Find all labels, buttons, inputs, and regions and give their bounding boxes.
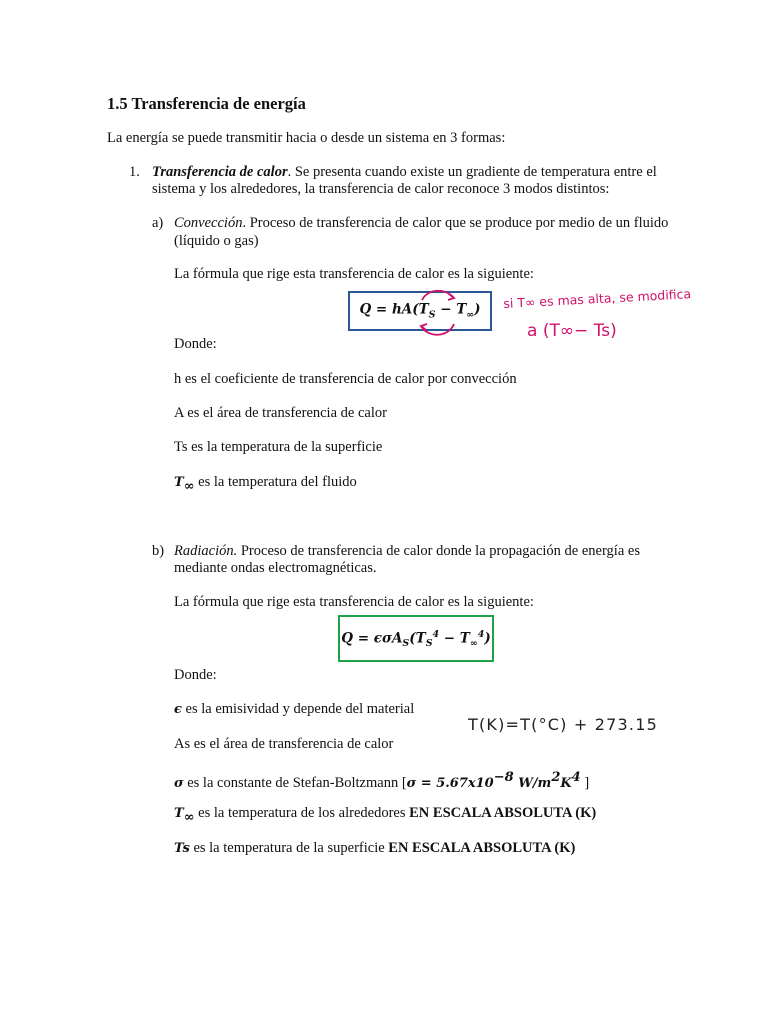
radiation-formula-box [338, 615, 494, 662]
radiation-def-eps: ϵ es la emisividad y depende del material [174, 701, 415, 717]
convection-donde: Donde: [174, 336, 217, 352]
radiation-formula-intro: La fórmula que rige esta transferencia de calor es la siguiente: [174, 594, 534, 610]
convection-def-tinf: $T_\infty$ es la temperatura del fluido [174, 474, 357, 494]
radiation-line2: mediante ondas electromagnéticas. [174, 560, 377, 576]
item1-term: Transferencia de calor [152, 164, 288, 180]
convection-formula: $Q = hA(T_S - T_\infty)$ [359, 301, 481, 321]
radiation-def-sigma: σ es la constante de Stefan-Boltzmann [$\sigma = 5.67x10^{-8}$ $W/m^2K^4$ ] [174, 770, 590, 791]
convection-line2: (líquido o gas) [174, 233, 259, 249]
item1-rest: . Se presenta cuando existe un gradiente de temperatura entre el [287, 164, 657, 180]
section-title: 1.5 Transferencia de energía [107, 94, 306, 113]
radiation-def-ts: Ts es la temperatura de la superficie EN ESCALA ABSOLUTA (K) [174, 840, 576, 856]
item1-line2: sistema y los alrededores, la transferencia de calor reconoce 3 modos distintos: [152, 181, 610, 197]
radiation-letter: b) [152, 543, 165, 559]
radiation-formula: $Q = \epsilon\sigma A_S(T_S^4 - T_\infty^4)$ [341, 628, 491, 649]
convection-def-a: A es el área de transferencia de calor [174, 405, 387, 421]
intro-text: La energía se puede transmitir hacia o desde un sistema en 3 formas: [107, 130, 506, 146]
convection-def-h: h es el coeficiente de transferencia de calor por convección [174, 371, 517, 387]
item1-line1 [152, 164, 657, 181]
convection-rest: . Proceso de transferencia de calor que se produce por medio de un fluido [242, 215, 669, 231]
radiation-line1 [174, 543, 640, 560]
convection-formula-intro: La fórmula que rige esta transferencia de calor es la siguiente: [174, 266, 534, 282]
convection-term: Convección [174, 215, 243, 231]
swap-arrows-icon [408, 284, 468, 342]
convection-annotation-line1: si T∞ es mas alta, se modifica [503, 286, 692, 311]
radiation-def-tinf: $T_\infty$ es la temperatura de los alrededores EN ESCALA ABSOLUTA (K) [174, 805, 597, 825]
convection-letter: a) [152, 215, 164, 231]
convection-line1 [174, 215, 668, 232]
radiation-term: Radiación. [174, 543, 238, 559]
kelvin-annotation: T(K)=T(°C) + 273.15 [468, 715, 658, 734]
convection-def-ts: Ts es la temperatura de la superficie [174, 439, 383, 455]
radiation-def-as: As es el área de transferencia de calor [174, 736, 394, 752]
convection-annotation-line2: a (T∞− Ts) [527, 321, 617, 341]
radiation-rest: Proceso de transferencia de calor donde la propagación de energía es [237, 543, 640, 559]
radiation-donde: Donde: [174, 667, 217, 683]
item1-number: 1. [129, 164, 140, 180]
